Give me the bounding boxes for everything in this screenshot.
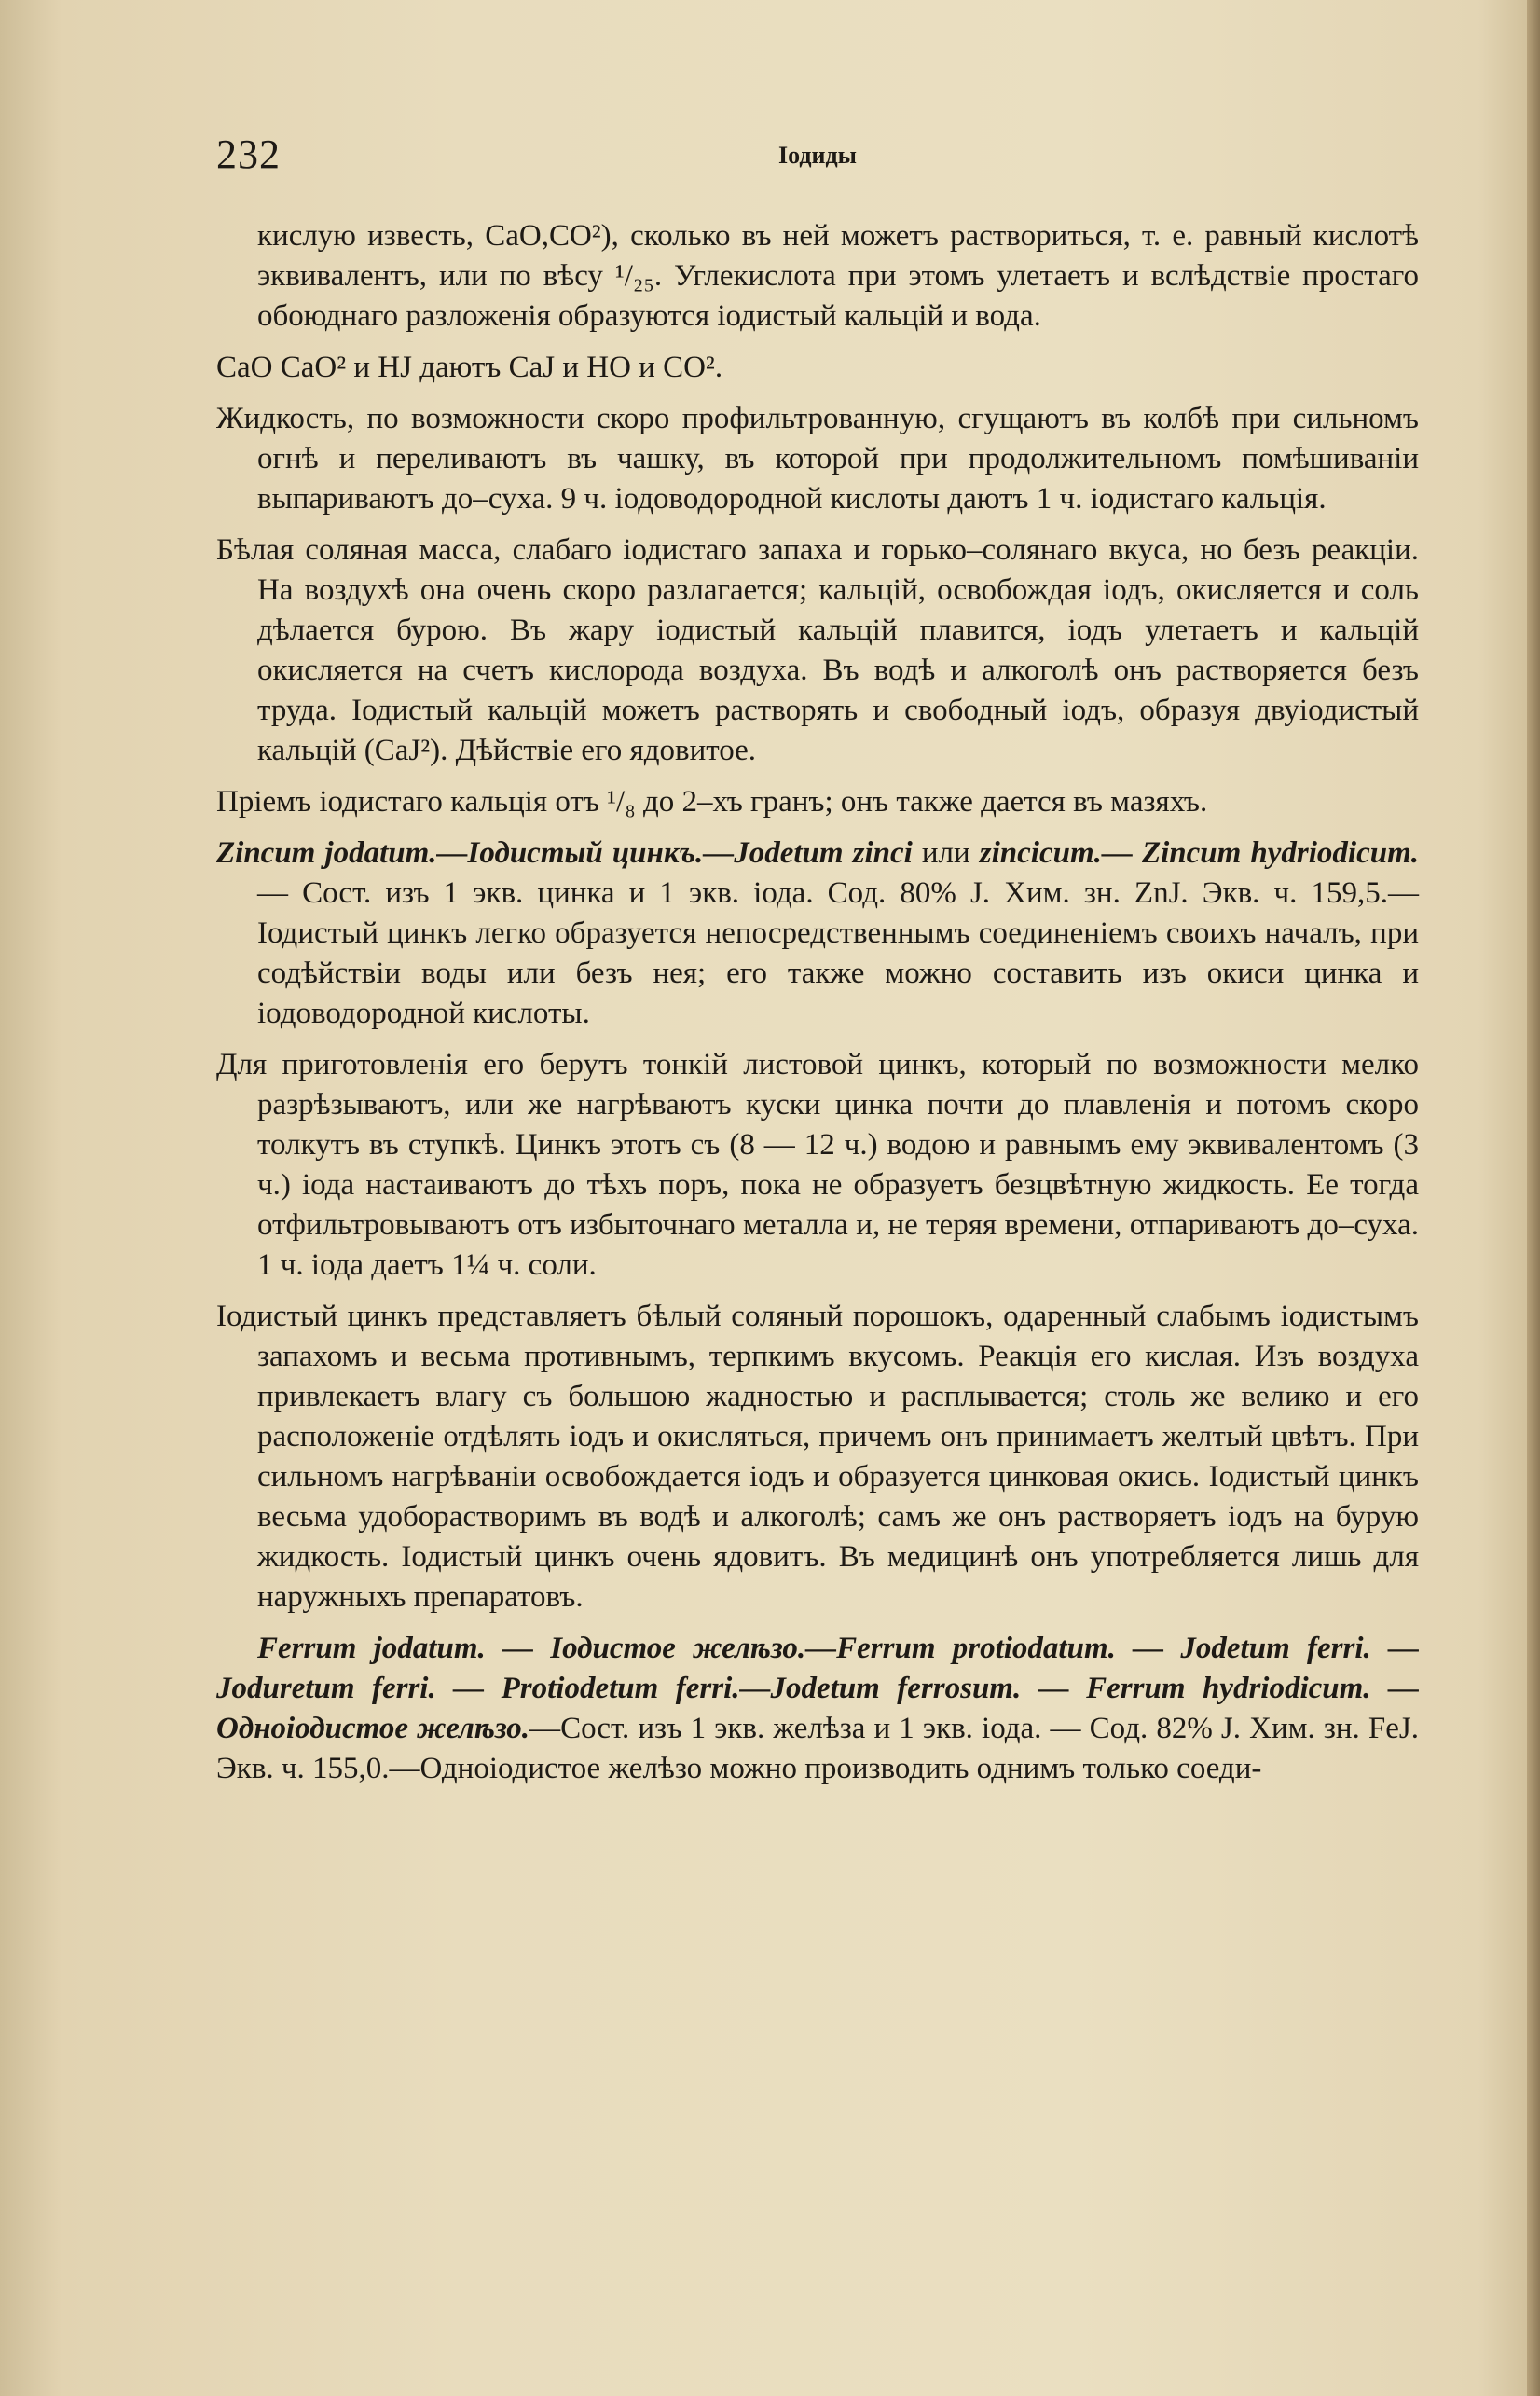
entry-connector: или [912,836,980,870]
paragraph-text: Бѣлая соляная масса, слабаго іодистаго запаха и горько–солянаго вкуса, но безъ реакціи. На воздухѣ она очень скоро разлагается; кальцій, освобождая іодъ, окисляется и соль дѣлается бурою. Въ жару іодистый кальцій плавится, іодъ улетаетъ и кальцій окисляется на счетъ кислорода воздуха. Въ водѣ и алкоголѣ онъ растворяется безъ труда. Іодистый кальцій можетъ растворять и свободный іодъ, образуя двуіодистый кальцій (CaJ²). Дѣйствіе его ядовитое. [216,533,1419,767]
paragraph-text: Іодистый цинкъ представляетъ бѣлый соляный порошокъ, одаренный слабымъ іодистымъ запахомъ и весьма противнымъ, терпкимъ вкусомъ. Реакція его кислая. Изъ воздуха привлекаетъ влагу съ большою жадностью и расплывается; столь же велико и его расположеніе отдѣлять іодъ и окисляться, причемъ онъ принимаетъ желтый цвѣтъ. При сильномъ нагрѣваніи освобождается іодъ и образуется цинковая окись. Іодистый цинкъ весьма удоборастворимъ въ водѣ и алкоголѣ; самъ же онъ растворяетъ іодъ на бурую жидкость. Іодистый цинкъ очень ядовитъ. Въ медицинѣ онъ употребляется лишь для наружныхъ препаратовъ. [216,1300,1419,1614]
page-header [216,131,1419,186]
body-text [216,216,1419,1800]
entry-ferrum-jodatum [216,1629,1419,1789]
paragraph-text: Пріемъ іодистаго кальція отъ ¹/₈ до 2–хъ гранъ; онъ также дается въ мазяхъ. [216,785,1208,819]
entry-heading-latin-alt: zincicum.— Zincum hydriodicum. [979,836,1419,870]
paragraph-text: CaO CaO² и HJ даютъ CaJ и HO и CO². [216,351,723,384]
page-number: 232 [216,131,281,177]
entry-description: —Сост. изъ 1 экв. желѣза и 1 экв. іода. — Сод. 82% J. Хим. зн. FeJ. Экв. ч. 155,0.—Одноіодистое желѣзо можно производить однимъ только соеди- [216,1712,1419,1785]
paragraph-equation [216,348,1419,388]
paragraph-zinc-properties [216,1297,1419,1618]
paragraph-text: Жидкость, по возможности скоро профильтрованную, сгущаютъ въ колбѣ при сильномъ огнѣ и переливаютъ въ чашку, въ которой при продолжительномъ помѣшиваніи выпариваютъ до–суха. 9 ч. іодоводородной кислоты даютъ 1 ч. іодистаго кальція. [216,402,1419,516]
paragraph-zinc-preparation [216,1045,1419,1286]
running-head: Іодиды [778,142,857,169]
entry-heading-latin: Zincum jodatum.—Іодистый цинкъ.—Jodetum zinci [216,836,913,870]
paragraph-dosage [216,782,1419,822]
paragraph-text: Для приготовленія его берутъ тонкій листовой цинкъ, который по возможности мелко разрѣзываютъ, или же нагрѣваютъ куски цинка почти до плавленія и потомъ скоро толкутъ въ ступкѣ. Цинкъ этотъ съ (8 — 12 ч.) водою и равнымъ ему эквивалентомъ (3 ч.) іода настаиваютъ до тѣхъ поръ, пока не образуетъ безцвѣтную жидкость. Ее тогда отфильтровываютъ отъ избыточнаго металла и, не теряя времени, отпариваютъ до–суха. 1 ч. іода даетъ 1¼ ч. соли. [216,1048,1419,1282]
paragraph-preparation [216,399,1419,519]
entry-description: — Сост. изъ 1 экв. цинка и 1 экв. іода. Сод. 80% J. Хим. зн. ZnJ. Экв. ч. 159,5.—Іодистый цинкъ легко образуется непосредственнымъ соединеніемъ своихъ началъ, при содѣйствіи воды или безъ нея; его также можно составить изъ окиси цинка и іодоводородной кислоты. [257,876,1419,1030]
page-spine-edge [1527,0,1540,2396]
entry-zincum-jodatum [216,833,1419,1034]
entry-heading-latin: Ferrum jodatum. — Іодистое желѣзо.—Ferrum protiodatum. — Jodetum ferri. — Joduretum ferri. — Protiodetum ferri.—Jodetum ferrosum. — Ferrum hydriodicum. — Одноіодистое желѣзо. [216,1632,1419,1745]
paragraph-text: кислую известь, CaO,CO²), сколько въ ней можетъ раствориться, т. е. равный кислотѣ эквивалентъ, или по вѣсу ¹/₂₅. Углекислота при этомъ улетаетъ и вслѣдствіе простаго обоюднаго разложенія образуются іодистый кальцій и вода. [257,219,1419,333]
paragraph-properties [216,530,1419,771]
paragraph-continuation [216,216,1419,337]
